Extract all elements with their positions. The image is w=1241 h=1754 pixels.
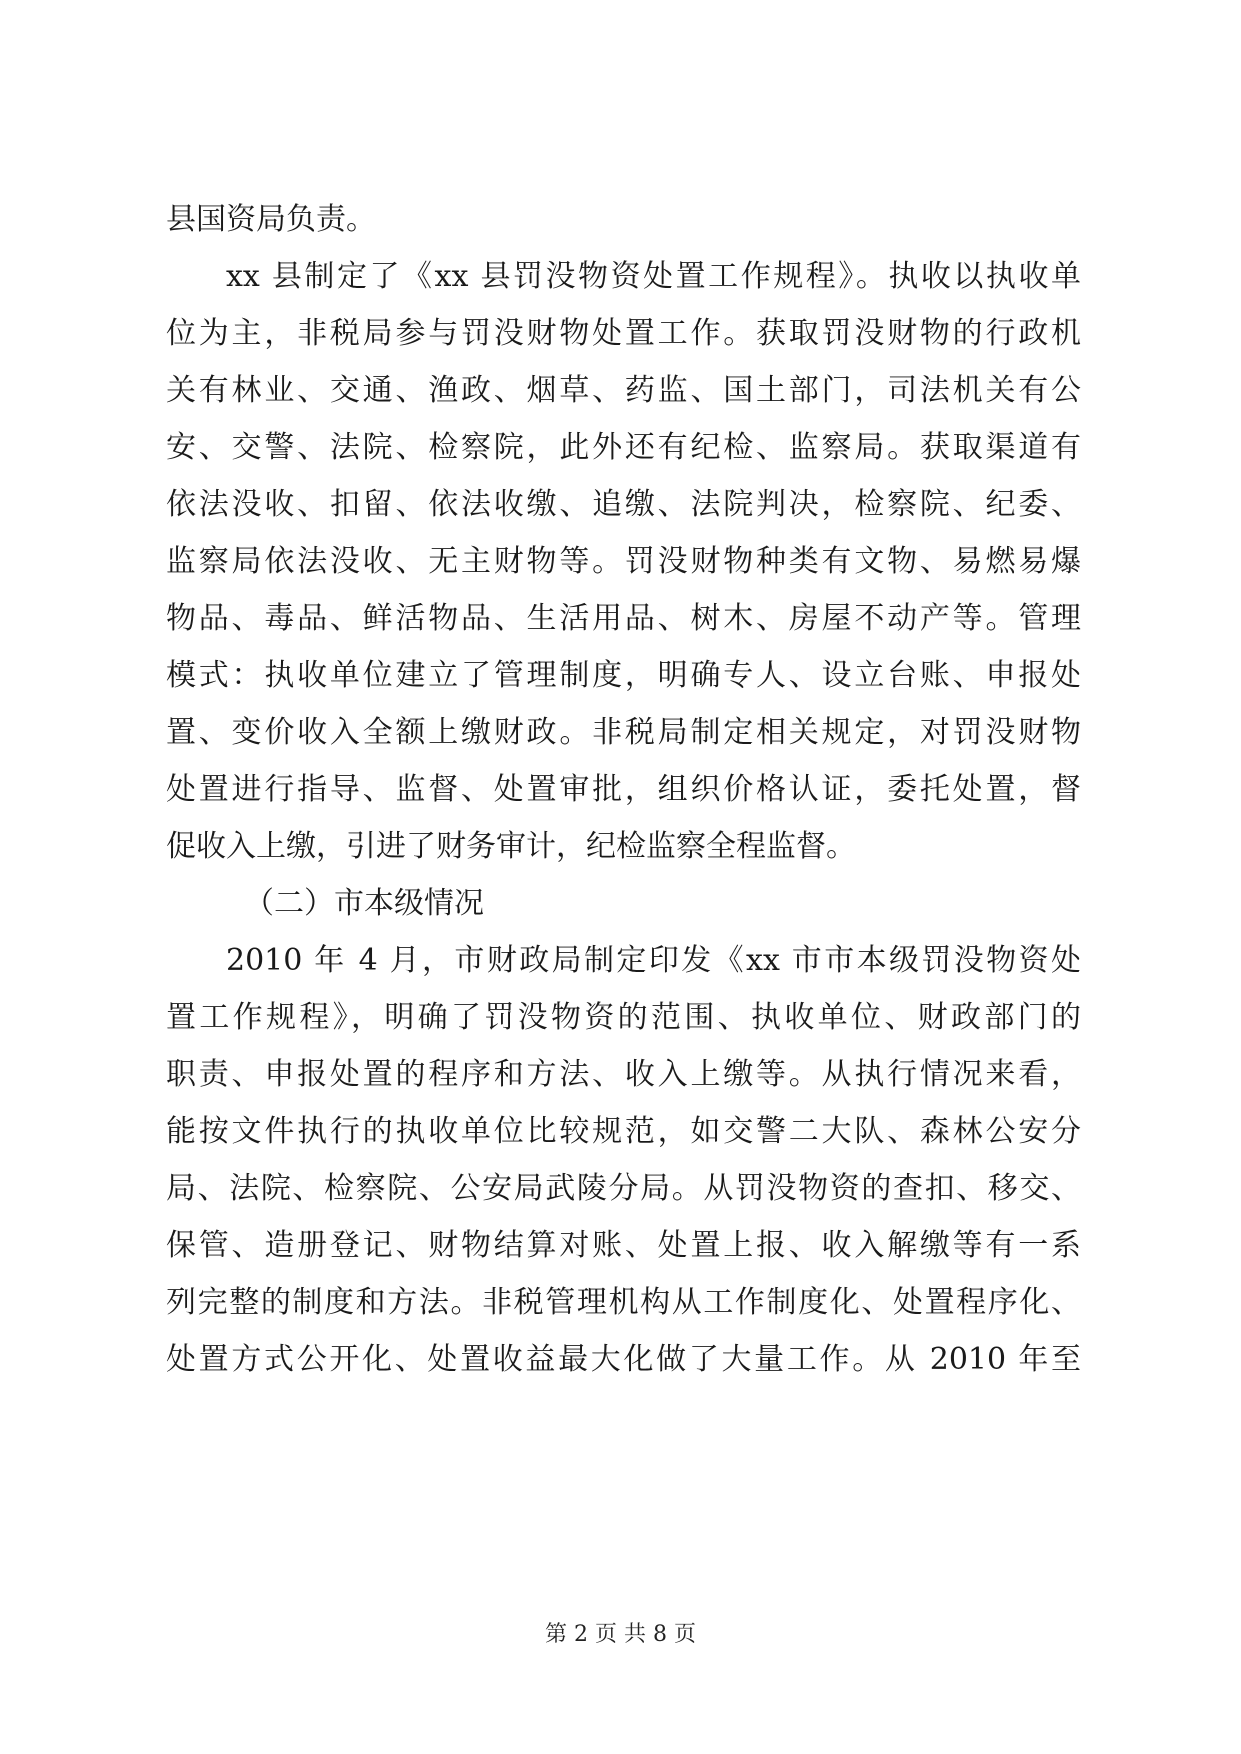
text-line: 依法没收、扣留、依法收缴、追缴、法院判决，检察院、纪委、 (166, 487, 1081, 522)
text-line: xx 县制定了《xx 县罚没物资处置工作规程》。执收以执收单 (226, 259, 1081, 294)
text-line: 保管、造册登记、财物结算对账、处置上报、收入解缴等有一系 (166, 1228, 1081, 1263)
text-line: 模式：执收单位建立了管理制度，明确专人、设立台账、申报处 (166, 658, 1081, 693)
text-line: 局、法院、检察院、公安局武陵分局。从罚没物资的查扣、移交、 (166, 1171, 1081, 1206)
page-footer: 第 2 页 共 8 页 (545, 1622, 696, 1647)
text-line: 监察局依法没收、无主财物等。罚没财物种类有文物、易燃易爆 (166, 544, 1081, 579)
text-line: 置、变价收入全额上缴财政。非税局制定相关规定，对罚没财物 (166, 715, 1081, 750)
text-line: 职责、申报处置的程序和方法、收入上缴等。从执行情况来看， (166, 1057, 1081, 1092)
text-line: 位为主，非税局参与罚没财物处置工作。获取罚没财物的行政机 (166, 316, 1081, 351)
text-line: 列完整的制度和方法。非税管理机构从工作制度化、处置程序化、 (166, 1285, 1081, 1320)
section-heading: （二）市本级情况 (244, 886, 484, 921)
text-line: 2010 年 4 月，市财政局制定印发《xx 市市本级罚没物资处 (226, 943, 1081, 978)
text-line: 安、交警、法院、检察院，此外还有纪检、监察局。获取渠道有 (166, 430, 1081, 465)
text-line: 能按文件执行的执收单位比较规范，如交警二大队、森林公安分 (166, 1114, 1081, 1149)
text-line: 置工作规程》，明确了罚没物资的范围、执收单位、财政部门的 (166, 1000, 1081, 1035)
text-line: 物品、毒品、鲜活物品、生活用品、树木、房屋不动产等。管理 (166, 601, 1081, 636)
text-line: 关有林业、交通、渔政、烟草、药监、国土部门，司法机关有公 (166, 373, 1081, 408)
text-line: 县国资局负责。 (166, 202, 376, 237)
text-line: 处置方式公开化、处置收益最大化做了大量工作。从 2010 年至 (166, 1342, 1081, 1377)
text-line: 促收入上缴，引进了财务审计，纪检监察全程监督。 (166, 829, 856, 864)
text-line: 处置进行指导、监督、处置审批，组织价格认证，委托处置，督 (166, 772, 1081, 807)
